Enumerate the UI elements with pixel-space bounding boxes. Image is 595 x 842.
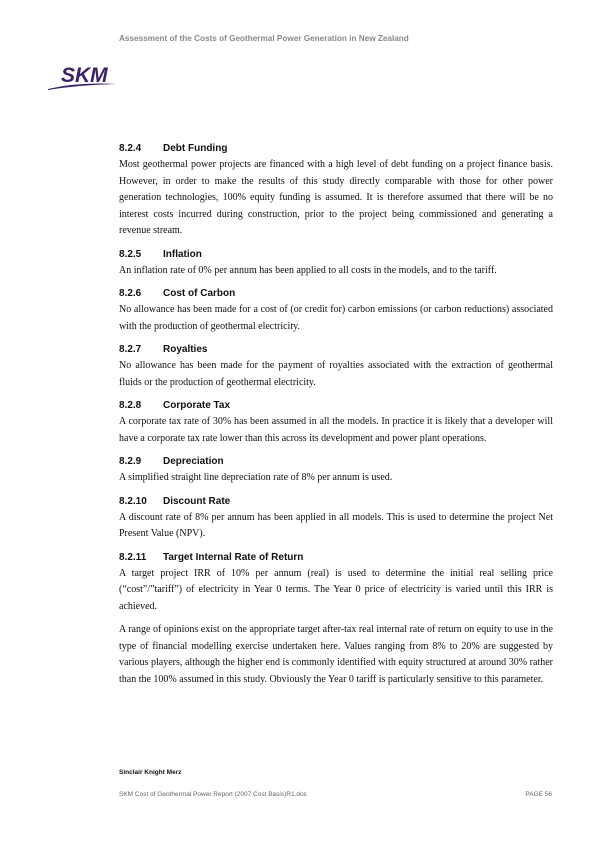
section (119, 342, 553, 391)
section-heading (119, 286, 553, 302)
section-heading (119, 141, 553, 157)
section-heading (119, 342, 553, 358)
section-title: Royalties (163, 344, 208, 355)
paragraph: A corporate tax rate of 30% has been assumed in all the models. In practice it is likely that a developer will have a corporate tax rate lower than this across its development and power plant operations. (119, 416, 553, 444)
section-heading (119, 454, 553, 470)
section-number: 8.2.8 (119, 400, 142, 411)
section-heading (119, 247, 553, 263)
section-title: Target Internal Rate of Return (163, 551, 304, 563)
section-number: 8.2.9 (119, 456, 142, 467)
footer-document-name: SKM Cost of Geothermal Power Report (2007 Cost Basis)R1.doc (119, 791, 307, 798)
section-title: Cost of Carbon (163, 288, 236, 299)
paragraph: No allowance has been made for the payment of royalties associated with the extraction of geothermal fluids or the production of geothermal electricity. (119, 360, 553, 388)
section-heading (119, 494, 553, 510)
section (119, 141, 553, 240)
paragraph: A range of opinions exist on the appropriate target after-tax real internal rate of return on equity to use in the type of financial modelling exercise undertaken here. Values ranging from 8% to 20% are suggested by various players, although the higher end is commonly identified with equity structured at around 30% rather than the 100% assumed in this study. Obviously the Year 0 tariff is particularly sensitive to this parameter. (119, 624, 553, 685)
section-title: Depreciation (163, 456, 224, 467)
section-number: 8.2.4 (119, 143, 142, 154)
footer-organisation: Sinclair Knight Merz (119, 769, 182, 776)
section-title: Debt Funding (163, 143, 228, 154)
running-header: Assessment of the Costs of Geothermal Power Generation in New Zealand (119, 34, 409, 43)
section (119, 550, 553, 689)
document-body (119, 141, 553, 695)
section-number: 8.2.11 (119, 551, 147, 563)
section-title: Inflation (163, 248, 202, 260)
section (119, 494, 553, 543)
section-number: 8.2.10 (119, 495, 147, 507)
section-number: 8.2.7 (119, 344, 142, 355)
section-number: 8.2.6 (119, 288, 142, 299)
logo-text: SKM (61, 64, 108, 87)
paragraph: No allowance has been made for a cost of (or credit for) carbon emissions (or carbon reductions) associated with the production of geothermal electricity. (119, 304, 553, 332)
section-title: Corporate Tax (163, 400, 231, 411)
section-number: 8.2.5 (119, 248, 142, 260)
section (119, 398, 553, 447)
section-title: Discount Rate (163, 495, 231, 507)
page-number: PAGE 56 (525, 791, 552, 798)
paragraph: A discount rate of 8% per annum has been applied in all models. This is used to determine the project Net Present Value (NPV). (119, 511, 553, 539)
paragraph: A target project IRR of 10% per annum (real) is used to determine the initial real selling price (“cost”/”tariff”) of electricity in Year 0 terms. The Year 0 price of electricity is varied until this IRR is achieved. (119, 567, 553, 612)
section-heading (119, 550, 553, 566)
section (119, 454, 553, 487)
paragraph: A simplified straight line depreciation rate of 8% per annum is used. (119, 472, 393, 483)
skm-logo (48, 60, 120, 92)
paragraph: An inflation rate of 0% per annum has been applied to all costs in the models, and to the tariff. (119, 264, 497, 276)
section (119, 286, 553, 335)
paragraph: Most geothermal power projects are financed with a high level of debt funding on a project finance basis. However, in order to make the results of this study directly comparable with those for other power generation technologies, 100% equity funding is assumed. It is therefore assumed that there will be no interest costs incurred during construction, prior to the project being commissioned and generating a revenue stream. (119, 159, 553, 236)
section (119, 247, 553, 280)
section-heading (119, 398, 553, 414)
